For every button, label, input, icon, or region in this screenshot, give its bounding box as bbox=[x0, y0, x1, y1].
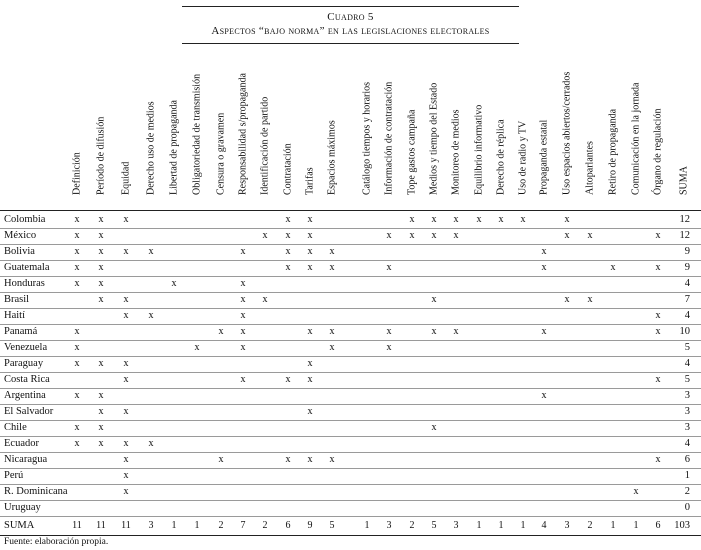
total-cell: 1 bbox=[498, 520, 504, 531]
column-header-23 bbox=[580, 60, 600, 208]
column-header-label: Uso de radio y TV bbox=[517, 120, 529, 195]
mark-cell: x bbox=[409, 214, 415, 225]
mark-cell: x bbox=[498, 214, 504, 225]
mark-cell: x bbox=[240, 310, 246, 321]
row-divider bbox=[0, 516, 701, 517]
total-cell: 2 bbox=[218, 520, 224, 531]
mark-cell: x bbox=[123, 358, 129, 369]
row-divider bbox=[0, 308, 701, 309]
row-sum: 3 bbox=[684, 422, 690, 433]
mark-cell: x bbox=[307, 454, 313, 465]
mark-cell: x bbox=[307, 374, 313, 385]
mark-cell: x bbox=[329, 246, 335, 257]
country-name: Ecuador bbox=[4, 438, 39, 449]
column-header-label: Órgano de regulación bbox=[652, 108, 664, 195]
column-header-3 bbox=[116, 60, 136, 208]
column-header-label: Retiro de propaganda bbox=[607, 108, 619, 195]
mark-cell: x bbox=[431, 214, 437, 225]
mark-cell: x bbox=[431, 230, 437, 241]
mark-cell: x bbox=[123, 294, 129, 305]
mark-cell: x bbox=[98, 294, 104, 305]
mark-cell: x bbox=[386, 262, 392, 273]
mark-cell: x bbox=[194, 342, 200, 353]
mark-cell: x bbox=[98, 262, 104, 273]
mark-cell: x bbox=[74, 214, 80, 225]
column-header-1 bbox=[67, 60, 87, 208]
total-cell: 6 bbox=[285, 520, 291, 531]
mark-cell: x bbox=[240, 246, 246, 257]
mark-cell: x bbox=[587, 294, 593, 305]
caption-title: Aspectos “bajo norma” en las legislaciones electorales bbox=[211, 25, 490, 37]
column-header-label: Propaganda estatal bbox=[538, 119, 550, 195]
column-header-22 bbox=[557, 60, 577, 208]
row-sum: 5 bbox=[684, 342, 690, 353]
country-name: Colombia bbox=[4, 214, 46, 225]
mark-cell: x bbox=[98, 422, 104, 433]
mark-cell: x bbox=[587, 230, 593, 241]
mark-cell: x bbox=[541, 246, 547, 257]
mark-cell: x bbox=[453, 230, 459, 241]
column-header-label: Obligatoriedad de transmisión bbox=[191, 73, 203, 195]
mark-cell: x bbox=[633, 486, 639, 497]
legislation-table bbox=[0, 60, 701, 530]
mark-cell: x bbox=[564, 294, 570, 305]
country-name: Brasil bbox=[4, 294, 30, 305]
column-header-label: Responsabilidad s/propaganda bbox=[237, 73, 249, 195]
mark-cell: x bbox=[74, 326, 80, 337]
column-header-label: Tarifas bbox=[304, 167, 316, 195]
total-cell: 6 bbox=[655, 520, 661, 531]
total-cell: 3 bbox=[148, 520, 154, 531]
mark-cell: x bbox=[98, 278, 104, 289]
mark-cell: x bbox=[655, 374, 661, 385]
mark-cell: x bbox=[98, 358, 104, 369]
column-header-label: Derecho uso de medios bbox=[145, 101, 157, 195]
mark-cell: x bbox=[431, 422, 437, 433]
mark-cell: x bbox=[655, 230, 661, 241]
country-name: Argentina bbox=[4, 390, 46, 401]
column-header-label: Monitoreo de medios bbox=[450, 109, 462, 195]
mark-cell: x bbox=[386, 342, 392, 353]
grand-total: 103 bbox=[674, 520, 690, 531]
country-name: Bolivia bbox=[4, 246, 35, 257]
row-sum: 12 bbox=[679, 214, 690, 225]
row-sum: 4 bbox=[684, 278, 690, 289]
totals-label: SUMA bbox=[4, 520, 35, 531]
row-sum: 9 bbox=[684, 262, 690, 273]
mark-cell: x bbox=[74, 262, 80, 273]
total-cell: 1 bbox=[633, 520, 639, 531]
column-header-15 bbox=[402, 60, 422, 208]
row-sum: 6 bbox=[684, 454, 690, 465]
row-divider bbox=[0, 324, 701, 325]
row-divider bbox=[0, 500, 701, 501]
country-name: Panamá bbox=[4, 326, 38, 337]
mark-cell: x bbox=[98, 390, 104, 401]
mark-cell: x bbox=[409, 230, 415, 241]
column-header-7 bbox=[211, 60, 231, 208]
mark-cell: x bbox=[262, 230, 268, 241]
row-sum: 5 bbox=[684, 374, 690, 385]
mark-cell: x bbox=[564, 230, 570, 241]
row-sum: 10 bbox=[679, 326, 690, 337]
row-sum: 3 bbox=[684, 390, 690, 401]
mark-cell: x bbox=[329, 262, 335, 273]
mark-cell: x bbox=[218, 326, 224, 337]
mark-cell: x bbox=[307, 214, 313, 225]
mark-cell: x bbox=[148, 310, 154, 321]
mark-cell: x bbox=[307, 406, 313, 417]
total-cell: 2 bbox=[587, 520, 593, 531]
mark-cell: x bbox=[74, 246, 80, 257]
country-name: Chile bbox=[4, 422, 27, 433]
total-cell: 11 bbox=[72, 520, 82, 531]
mark-cell: x bbox=[307, 246, 313, 257]
row-sum: 4 bbox=[684, 358, 690, 369]
mark-cell: x bbox=[148, 438, 154, 449]
column-header-19 bbox=[491, 60, 511, 208]
column-header-20 bbox=[513, 60, 533, 208]
mark-cell: x bbox=[285, 214, 291, 225]
mark-cell: x bbox=[262, 294, 268, 305]
column-header-label: Equilibrio informativo bbox=[473, 104, 485, 195]
country-name: Guatemala bbox=[4, 262, 50, 273]
column-header-21 bbox=[534, 60, 554, 208]
column-header-label: Equidad bbox=[120, 161, 132, 195]
column-header-4 bbox=[141, 60, 161, 208]
mark-cell: x bbox=[541, 326, 547, 337]
row-sum: 3 bbox=[684, 406, 690, 417]
total-cell: 1 bbox=[610, 520, 616, 531]
table-caption bbox=[182, 6, 519, 44]
mark-cell: x bbox=[541, 262, 547, 273]
mark-cell: x bbox=[329, 342, 335, 353]
total-cell: 3 bbox=[453, 520, 459, 531]
total-cell: 1 bbox=[476, 520, 482, 531]
mark-cell: x bbox=[564, 214, 570, 225]
row-sum: 9 bbox=[684, 246, 690, 257]
mark-cell: x bbox=[74, 358, 80, 369]
row-sum: 2 bbox=[684, 486, 690, 497]
country-name: México bbox=[4, 230, 37, 241]
header-rule bbox=[0, 210, 701, 211]
total-cell: 4 bbox=[541, 520, 547, 531]
mark-cell: x bbox=[123, 454, 129, 465]
column-header-label: Derecho de réplica bbox=[495, 119, 507, 195]
mark-cell: x bbox=[329, 454, 335, 465]
mark-cell: x bbox=[74, 422, 80, 433]
column-header-14 bbox=[379, 60, 399, 208]
total-cell: 9 bbox=[307, 520, 313, 531]
total-cell: 2 bbox=[262, 520, 268, 531]
column-header-label: Definición bbox=[71, 152, 83, 195]
column-header-label: Altoparlantes bbox=[584, 141, 596, 195]
mark-cell: x bbox=[610, 262, 616, 273]
column-header-label: SUMA bbox=[678, 166, 690, 195]
country-name: El Salvador bbox=[4, 406, 54, 417]
column-header-25 bbox=[626, 60, 646, 208]
mark-cell: x bbox=[98, 246, 104, 257]
mark-cell: x bbox=[655, 326, 661, 337]
column-header-18 bbox=[469, 60, 489, 208]
column-header-26 bbox=[648, 60, 668, 208]
column-header-label: Espacios máximos bbox=[326, 120, 338, 195]
column-header-label: Contratación bbox=[282, 143, 294, 195]
column-header-12 bbox=[322, 60, 342, 208]
mark-cell: x bbox=[655, 454, 661, 465]
mark-cell: x bbox=[98, 214, 104, 225]
country-name: Paraguay bbox=[4, 358, 44, 369]
column-header-label: Censura o gravamen bbox=[215, 112, 227, 195]
mark-cell: x bbox=[240, 294, 246, 305]
total-cell: 2 bbox=[409, 520, 415, 531]
column-header-label: Libertad de propaganda bbox=[168, 100, 180, 195]
row-divider bbox=[0, 468, 701, 469]
mark-cell: x bbox=[148, 246, 154, 257]
country-name: Nicaragua bbox=[4, 454, 48, 465]
row-divider bbox=[0, 340, 701, 341]
mark-cell: x bbox=[123, 406, 129, 417]
column-header-suma bbox=[674, 60, 694, 208]
row-sum: 1 bbox=[684, 470, 690, 481]
country-name: Perú bbox=[4, 470, 24, 481]
total-cell: 1 bbox=[364, 520, 370, 531]
row-sum: 0 bbox=[684, 502, 690, 513]
column-header-8 bbox=[233, 60, 253, 208]
mark-cell: x bbox=[74, 438, 80, 449]
country-name: Honduras bbox=[4, 278, 45, 289]
column-header-2 bbox=[91, 60, 111, 208]
column-header-13 bbox=[357, 60, 377, 208]
row-divider bbox=[0, 484, 701, 485]
column-header-label: Medios y tiempo del Estado bbox=[428, 82, 440, 195]
total-cell: 5 bbox=[329, 520, 335, 531]
total-cell: 1 bbox=[520, 520, 526, 531]
row-sum: 4 bbox=[684, 310, 690, 321]
mark-cell: x bbox=[123, 310, 129, 321]
country-name: Haití bbox=[4, 310, 25, 321]
column-header-24 bbox=[603, 60, 623, 208]
country-name: Costa Rica bbox=[4, 374, 50, 385]
mark-cell: x bbox=[74, 342, 80, 353]
total-cell: 7 bbox=[240, 520, 246, 531]
mark-cell: x bbox=[386, 230, 392, 241]
total-cell: 3 bbox=[564, 520, 570, 531]
mark-cell: x bbox=[240, 278, 246, 289]
column-header-label: Uso espacios abiertos/cerrados bbox=[561, 71, 573, 195]
mark-cell: x bbox=[285, 246, 291, 257]
mark-cell: x bbox=[123, 438, 129, 449]
column-header-5 bbox=[164, 60, 184, 208]
total-cell: 1 bbox=[171, 520, 177, 531]
mark-cell: x bbox=[453, 214, 459, 225]
mark-cell: x bbox=[123, 486, 129, 497]
row-divider bbox=[0, 452, 701, 453]
row-sum: 4 bbox=[684, 438, 690, 449]
column-header-17 bbox=[446, 60, 466, 208]
mark-cell: x bbox=[218, 454, 224, 465]
caption-number: Cuadro 5 bbox=[327, 11, 374, 23]
mark-cell: x bbox=[655, 310, 661, 321]
mark-cell: x bbox=[285, 230, 291, 241]
total-cell: 11 bbox=[121, 520, 131, 531]
mark-cell: x bbox=[240, 374, 246, 385]
total-cell: 11 bbox=[96, 520, 106, 531]
mark-cell: x bbox=[171, 278, 177, 289]
column-header-label: Identificación de partido bbox=[259, 96, 271, 195]
column-header-label: Período de difusión bbox=[95, 116, 107, 195]
mark-cell: x bbox=[431, 326, 437, 337]
mark-cell: x bbox=[307, 262, 313, 273]
column-header-label: Comunicación en la jornada bbox=[630, 82, 642, 195]
mark-cell: x bbox=[74, 230, 80, 241]
column-header-9 bbox=[255, 60, 275, 208]
mark-cell: x bbox=[74, 390, 80, 401]
total-cell: 3 bbox=[386, 520, 392, 531]
total-cell: 5 bbox=[431, 520, 437, 531]
mark-cell: x bbox=[431, 294, 437, 305]
mark-cell: x bbox=[98, 406, 104, 417]
row-divider bbox=[0, 372, 701, 373]
column-header-10 bbox=[278, 60, 298, 208]
mark-cell: x bbox=[123, 374, 129, 385]
mark-cell: x bbox=[98, 438, 104, 449]
country-name: Venezuela bbox=[4, 342, 48, 353]
mark-cell: x bbox=[655, 262, 661, 273]
row-sum: 7 bbox=[684, 294, 690, 305]
mark-cell: x bbox=[240, 326, 246, 337]
mark-cell: x bbox=[240, 342, 246, 353]
column-header-label: Información de contratación bbox=[383, 81, 395, 195]
mark-cell: x bbox=[307, 230, 313, 241]
mark-cell: x bbox=[476, 214, 482, 225]
mark-cell: x bbox=[285, 454, 291, 465]
total-cell: 1 bbox=[194, 520, 200, 531]
mark-cell: x bbox=[307, 358, 313, 369]
column-header-11 bbox=[300, 60, 320, 208]
country-name: R. Dominicana bbox=[4, 486, 68, 497]
mark-cell: x bbox=[123, 470, 129, 481]
mark-cell: x bbox=[453, 326, 459, 337]
mark-cell: x bbox=[98, 230, 104, 241]
mark-cell: x bbox=[520, 214, 526, 225]
source-note: Fuente: elaboración propia. bbox=[4, 537, 109, 547]
mark-cell: x bbox=[123, 246, 129, 257]
mark-cell: x bbox=[123, 214, 129, 225]
mark-cell: x bbox=[285, 374, 291, 385]
column-header-6 bbox=[187, 60, 207, 208]
row-sum: 12 bbox=[679, 230, 690, 241]
column-header-16 bbox=[424, 60, 444, 208]
column-header-label: Catálogo tiempos y horarios bbox=[361, 81, 373, 195]
column-header-label: Tope gastos campaña bbox=[406, 109, 418, 195]
mark-cell: x bbox=[329, 326, 335, 337]
table-bottom-rule bbox=[0, 535, 701, 536]
mark-cell: x bbox=[386, 326, 392, 337]
country-name: Uruguay bbox=[4, 502, 41, 513]
mark-cell: x bbox=[285, 262, 291, 273]
mark-cell: x bbox=[307, 326, 313, 337]
mark-cell: x bbox=[541, 390, 547, 401]
mark-cell: x bbox=[74, 278, 80, 289]
